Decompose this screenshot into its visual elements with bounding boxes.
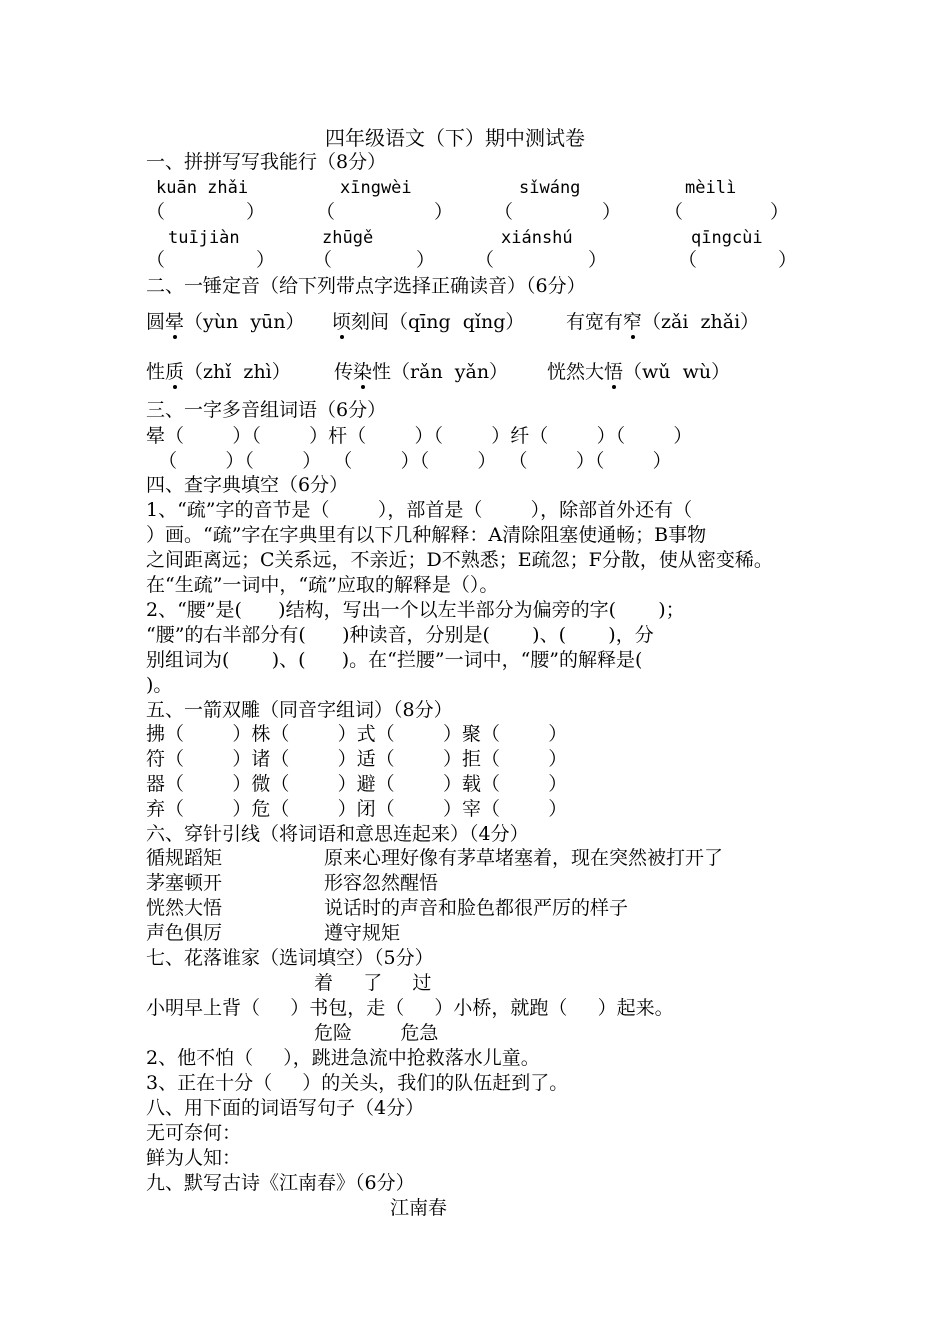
match-meaning-4[interactable]: 遵守规矩 (324, 922, 401, 944)
section-5-heading: 五、一箭双雕（同音字组词）（8分） (146, 699, 453, 721)
answer-close-6: ） (416, 249, 436, 271)
dotted-char: 窄 (623, 311, 643, 333)
dictionary-line-3: 之间距离远；C关系远，不亲近；D不熟悉；E疏忽；F分散，使从密变稀。 (146, 549, 773, 571)
answer-open-6: （ (313, 249, 333, 271)
pinyin-8: qīngcùi (691, 228, 763, 248)
answer-open-3: （ (494, 201, 514, 223)
homophone-row-1: 拂（ ）株（ ）式（ ）聚（ ） (146, 723, 568, 745)
match-meaning-3[interactable]: 说话时的声音和脸色都很严厉的样子 (324, 897, 629, 919)
answer-close-2: ） (434, 201, 454, 223)
section-6-heading: 六、穿针引线（将词语和意思连起来）（4分） (146, 823, 529, 845)
section-4-heading: 四、查字典填空（6分） (146, 474, 349, 496)
reading-item-1: 圆晕（yùn yūn） (146, 311, 305, 333)
homophone-row-2: 符（ ）诸（ ）适（ ）拒（ ） (146, 748, 568, 770)
answer-close-7: ） (588, 249, 608, 271)
dictionary-line-8: )。 (146, 674, 173, 696)
dotted-char: 晕 (165, 311, 185, 333)
dotted-char: 染 (353, 361, 373, 383)
answer-open-5: （ (146, 249, 166, 271)
word-choices-2: 危险 危急 (314, 1022, 439, 1044)
answer-close-3: ） (602, 201, 622, 223)
dotted-char: 悟 (604, 361, 624, 383)
answer-open-8: （ (678, 249, 698, 271)
sentence-item-1: 无可奈何： (146, 1122, 242, 1144)
match-meaning-2[interactable]: 形容忽然醒悟 (324, 872, 439, 894)
section-1-heading: 一、拼拼写写我能行（8分） (146, 151, 387, 173)
match-word-1[interactable]: 循规蹈矩 (146, 847, 223, 869)
answer-open-2: （ (316, 201, 336, 223)
dictionary-line-5: 2、“腰”是( )结构，写出一个以左半部分为偏旁的字( )； (146, 599, 685, 621)
answer-close-8: ） (778, 249, 798, 271)
dictionary-line-1: 1、“疏”字的音节是（ ），部首是（ ），除部首外还有（ (146, 499, 693, 521)
pinyin-3: sǐwáng (519, 178, 581, 198)
section-9-heading: 九、默写古诗《江南春》（6分） (146, 1172, 415, 1194)
pinyin-7: xiánshú (501, 228, 573, 248)
poem-title: 江南春 (390, 1197, 448, 1219)
dictionary-line-2: ）画。“疏”字在字典里有以下几种解释：A清除阻塞使通畅；B事物 (146, 524, 707, 546)
pinyin-1: kuān zhǎi (156, 178, 249, 198)
match-word-3[interactable]: 恍然大悟 (146, 897, 223, 919)
pinyin-6: zhūgě (322, 228, 374, 248)
section-3-heading: 三、一字多音组词语（6分） (146, 399, 387, 421)
answer-close-4: ） (770, 201, 790, 223)
answer-close-5: ） (256, 249, 276, 271)
reading-item-4: 性质（zhǐ zhì） (146, 361, 291, 383)
answer-open-7: （ (475, 249, 495, 271)
pinyin-5: tuījiàn (168, 228, 240, 248)
section-2-heading: 二、一锤定音（给下列带点字选择正确读音）（6分） (146, 275, 586, 297)
dotted-char: 质 (165, 361, 185, 383)
answer-open-4: （ (664, 201, 684, 223)
section-7-heading: 七、花落谁家（选词填空）（5分） (146, 947, 434, 969)
fill-question-1: 小明早上背（ ）书包，走（ ）小桥，就跑（ ）起来。 (146, 997, 674, 1019)
reading-item-6: 恍然大悟（wǔ wù） (547, 361, 731, 383)
polyphone-row-1: 晕（ ）（ ）杆（ ）（ ）纤（ ）（ ） (146, 425, 693, 447)
match-word-4[interactable]: 声色俱厉 (146, 922, 223, 944)
answer-close-1: ） (246, 201, 266, 223)
pinyin-4: mèilì (685, 178, 737, 198)
dictionary-line-6: “腰”的右半部分有( )种读音，分别是( )、( )，分 (146, 624, 654, 646)
polyphone-row-2: （ ）（ ） （ ）（ ） （ ）（ ） (146, 450, 672, 472)
sentence-item-2: 鲜为人知： (146, 1147, 242, 1169)
fill-question-3: 3、正在十分（ ）的关头，我们的队伍赶到了。 (146, 1072, 569, 1094)
dictionary-line-4: 在“生疏”一词中，“疏”应取的解释是（）。 (146, 574, 499, 596)
match-word-2[interactable]: 茅塞顿开 (146, 872, 223, 894)
reading-item-2: 顷刻间（qīng qǐng） (332, 311, 525, 333)
dotted-char: 顷 (332, 311, 352, 333)
dictionary-line-7: 别组词为( )、( )。在“拦腰”一词中，“腰”的解释是( (146, 649, 643, 671)
homophone-row-4: 弃（ ）危（ ）闭（ ）宰（ ） (146, 798, 568, 820)
pinyin-2: xīngwèi (340, 178, 412, 198)
section-8-heading: 八、用下面的词语写句子（4分） (146, 1097, 425, 1119)
reading-item-5: 传染性（rǎn yǎn） (334, 361, 509, 383)
match-meaning-1[interactable]: 原来心理好像有茅草堵塞着，现在突然被打开了 (324, 847, 724, 869)
fill-question-2: 2、他不怕（ ），跳进急流中抢救落水儿童。 (146, 1047, 540, 1069)
homophone-row-3: 器（ ）微（ ）避（ ）载（ ） (146, 773, 568, 795)
reading-item-3: 有宽有窄（zǎi zhǎi） (566, 311, 760, 333)
answer-open-1: （ (146, 201, 166, 223)
word-choices-1: 着 了 过 (314, 972, 432, 994)
page-title: 四年级语文（下）期中测试卷 (325, 126, 585, 150)
